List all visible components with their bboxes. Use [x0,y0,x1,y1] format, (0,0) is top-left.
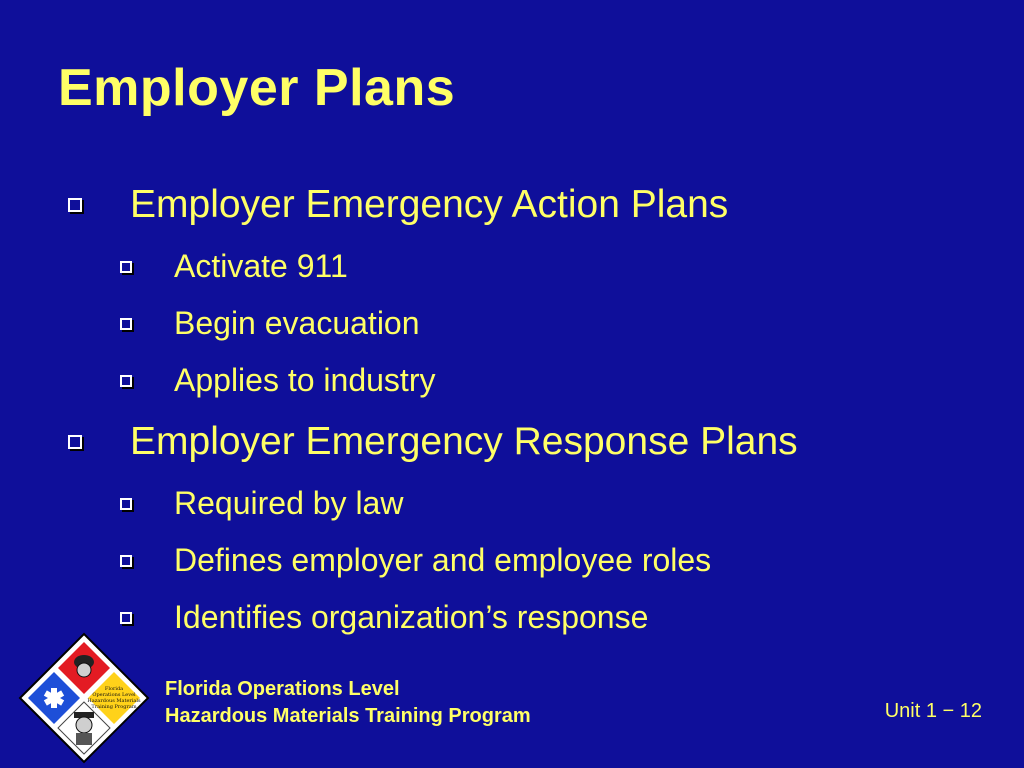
sub-bullet-text: Required by law [174,485,404,521]
sub-bullet-item [120,542,711,579]
square-bullet-icon [120,261,132,273]
svg-text:Florida: Florida [104,686,124,692]
square-bullet-icon [120,555,132,567]
square-bullet-icon [120,318,132,330]
square-bullet-icon [120,498,132,510]
sub-bullet-item [120,305,420,342]
bullet-item [68,420,798,464]
bullet-text: Employer Emergency Action Plans [130,183,729,226]
sub-bullet-text: Begin evacuation [174,305,420,341]
square-bullet-icon [120,375,132,387]
program-line-1: Florida Operations Level [165,678,400,700]
square-bullet-icon [68,435,82,449]
bullet-text: Employer Emergency Response Plans [130,420,798,463]
officer-icon [74,712,94,745]
sub-bullet-item [120,248,348,285]
square-bullet-icon [120,612,132,624]
page-number: Unit 1 − 12 [884,700,982,722]
sub-bullet-item [120,362,435,399]
bullet-item [68,183,728,227]
sub-bullet-text: Applies to industry [174,362,436,398]
sub-bullet-item [120,485,403,522]
square-bullet-icon [68,198,82,212]
sub-bullet-text: Activate 911 [174,248,348,284]
program-line-2: Hazardous Materials Training Program [165,705,531,727]
svg-text:Operations Level: Operations Level [92,692,136,698]
sub-bullet-item [120,599,648,636]
sub-bullet-text: Identifies organization’s response [174,599,649,635]
svg-text:Training Program: Training Program [91,704,137,710]
sub-bullet-text: Defines employer and employee roles [174,542,712,578]
slide-title: Employer Plans [58,59,456,117]
svg-text:Hazardous Materials: Hazardous Materials [87,698,141,704]
hazmat-diamond-logo [18,632,150,764]
program-name [165,676,531,730]
